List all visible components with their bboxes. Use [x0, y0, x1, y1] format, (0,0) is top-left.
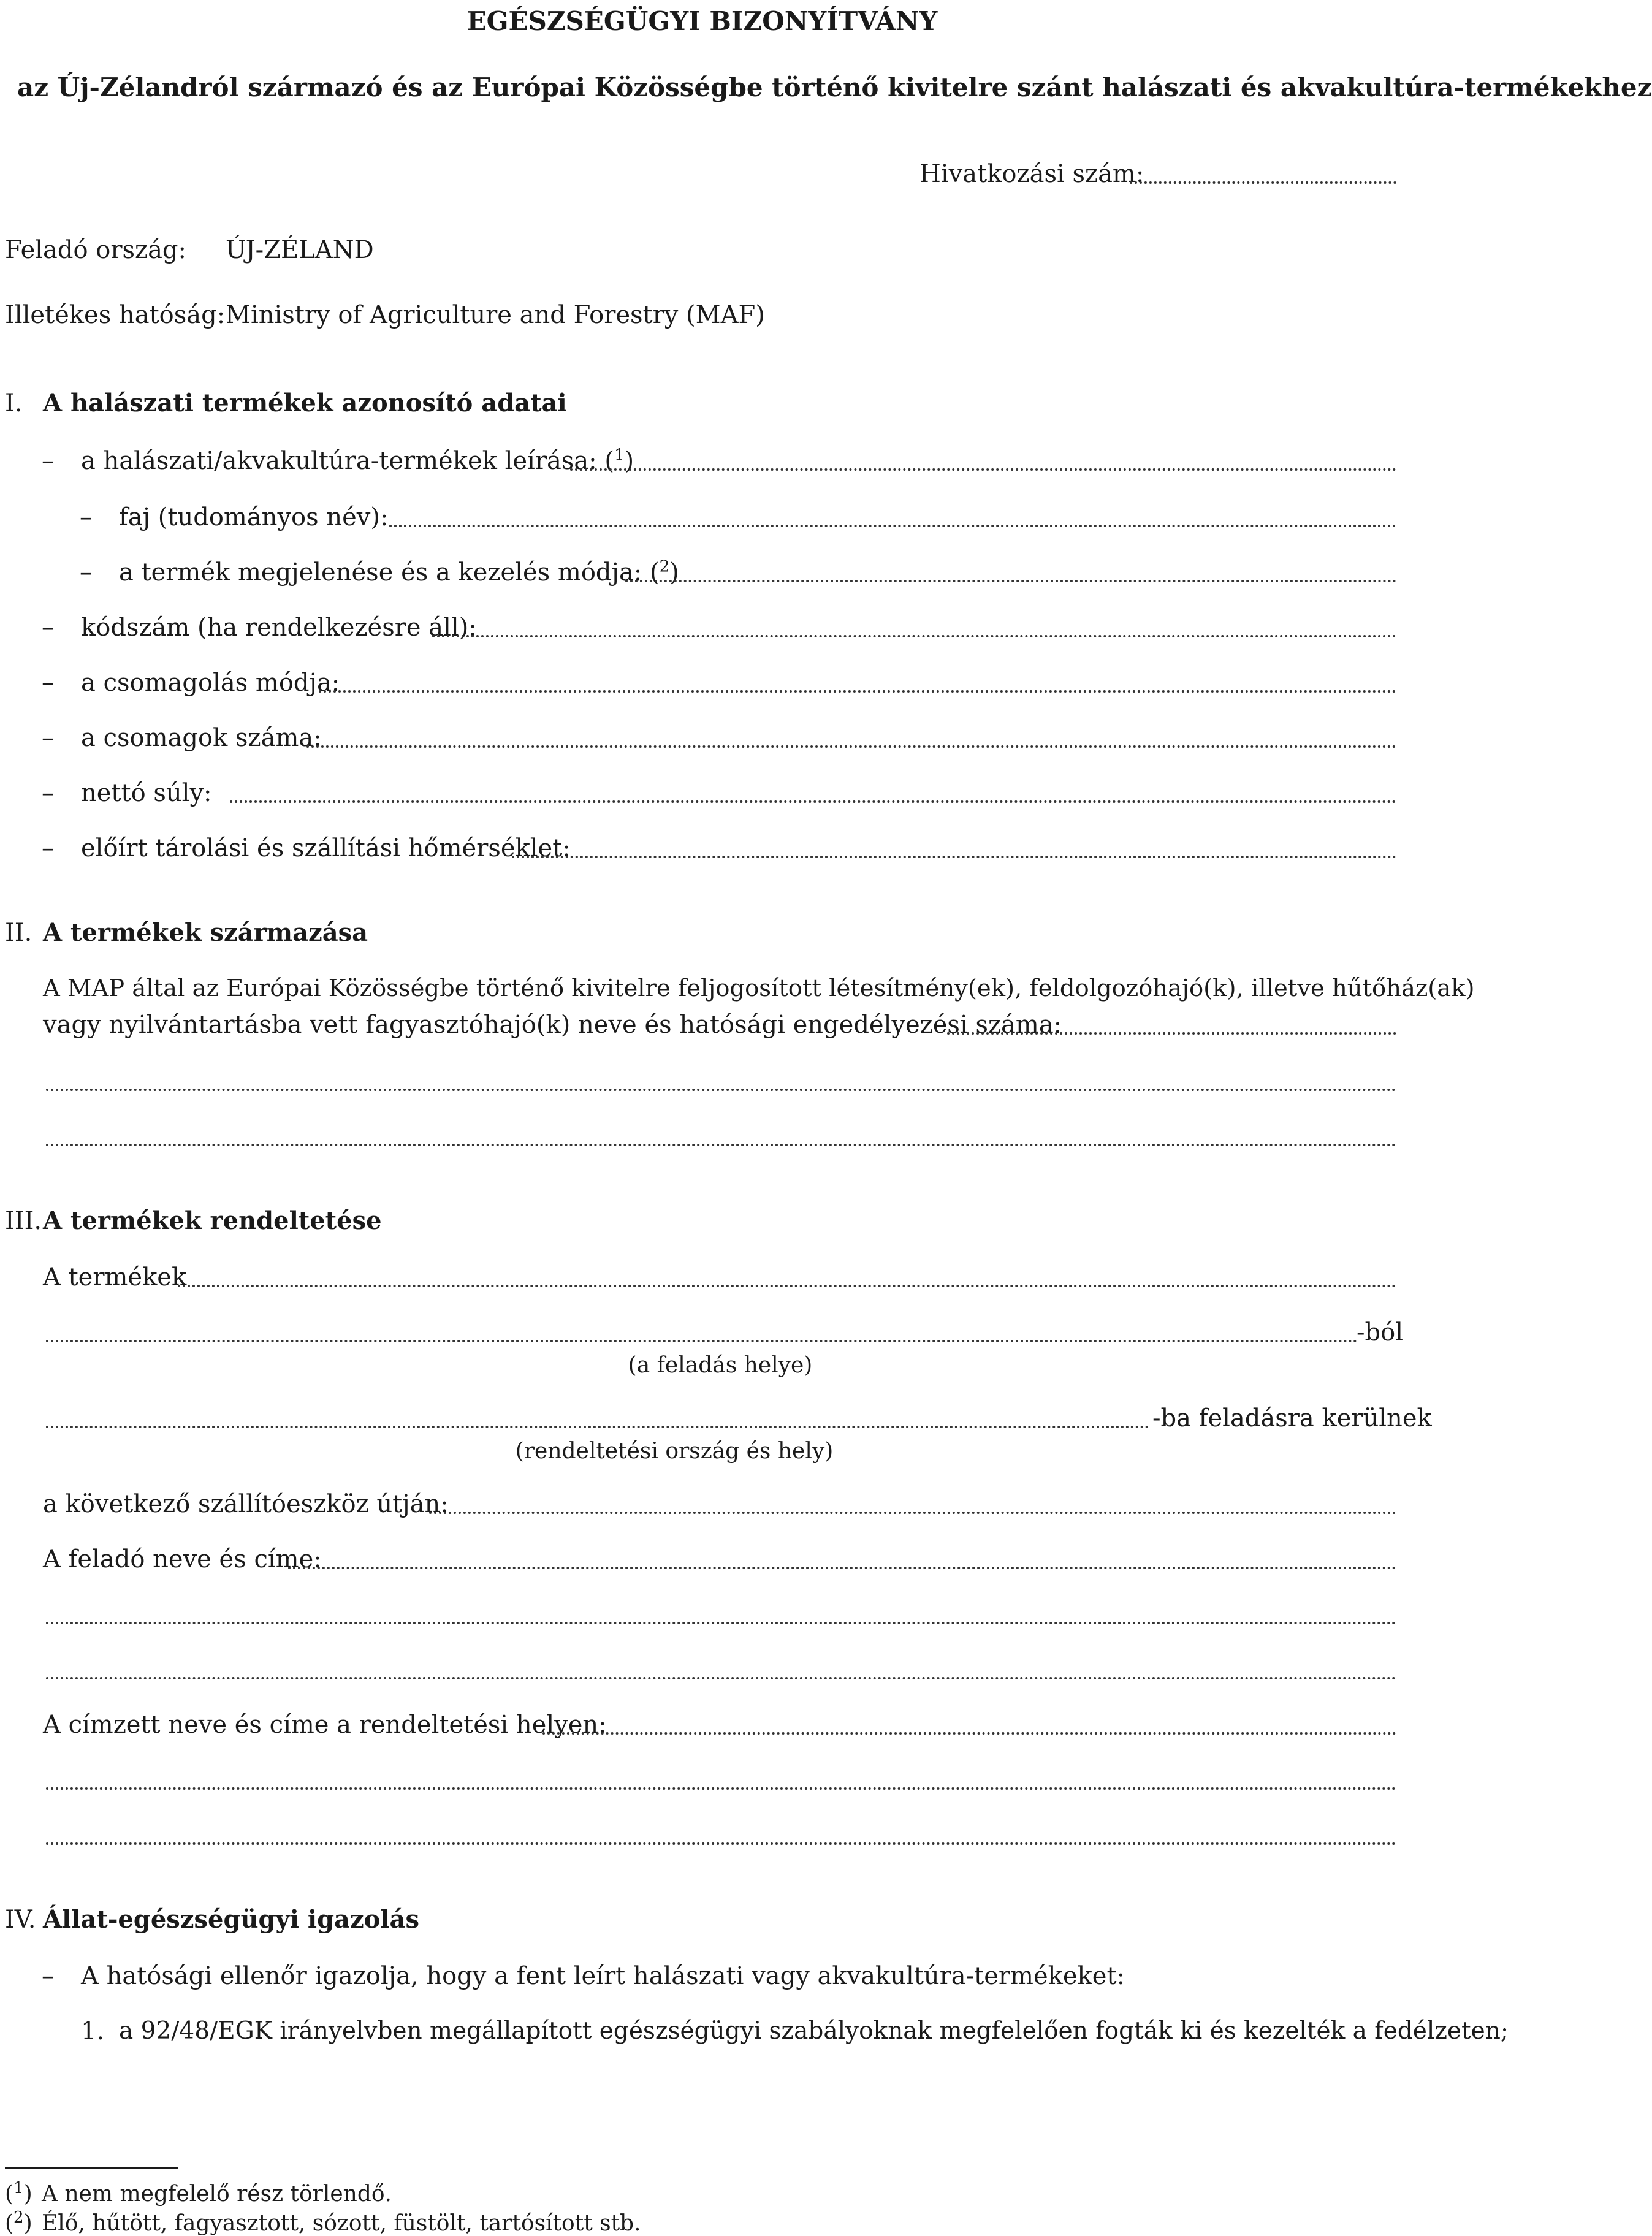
competent-authority-value: Ministry of Agriculture and Forestry (MAF) — [226, 301, 765, 329]
establishment-field[interactable] — [947, 1032, 1396, 1035]
products-label: A termékek — [43, 1263, 187, 1291]
document-subtitle: az Új-Zélandról származó és az Európai Közösségbe történő kivitelre szánt halászati és akvakultúra-termékekhez — [17, 72, 1652, 102]
product-description-field[interactable] — [570, 468, 1396, 471]
certification-intro: A hatósági ellenőr igazolja, hogy a fent leírt halászati vagy akvakultúra-termékeket: — [81, 1962, 1125, 1990]
species-field[interactable] — [389, 525, 1396, 527]
dash-bullet: – — [42, 724, 54, 752]
establishment-field-line-3[interactable] — [46, 1144, 1396, 1146]
section-2-number: II. — [5, 919, 32, 947]
transport-label: a következő szállítóeszköz útján: — [43, 1490, 449, 1518]
section-4-number: IV. — [5, 1906, 36, 1934]
net-weight-label: nettó súly: — [81, 779, 212, 807]
product-description-label: a halászati/akvakultúra-termékek leírása: ($^1$) — [81, 446, 634, 475]
reference-label: Hivatkozási szám: — [919, 160, 1144, 188]
dispatch-place-caption: (a feladás helye) — [628, 1353, 813, 1378]
dash-bullet: – — [42, 1962, 54, 1990]
dash-bullet: – — [80, 558, 92, 587]
recipient-label: A címzett neve és címe a rendeltetési helyen: — [43, 1711, 607, 1739]
section-3-title: A termékek rendeltetése — [43, 1206, 382, 1235]
code-field[interactable] — [432, 635, 1396, 637]
section-1-title: A halászati termékek azonosító adatai — [43, 389, 567, 417]
products-field[interactable] — [178, 1285, 1396, 1287]
dash-bullet: – — [42, 614, 54, 642]
sender-label: A feladó neve és címe: — [43, 1545, 322, 1573]
dash-bullet: – — [42, 779, 54, 807]
packaging-field[interactable] — [319, 690, 1396, 693]
section-3-number: III. — [5, 1207, 42, 1235]
net-weight-field[interactable] — [230, 800, 1396, 803]
dash-bullet: – — [42, 669, 54, 697]
species-label: faj (tudományos név): — [119, 503, 389, 531]
dash-bullet: – — [42, 834, 54, 862]
competent-authority-label: Illetékes hatóság: — [5, 301, 226, 329]
origin-text-line-1: A MAP által az Európai Közösségbe történő kivitelre feljogosított létesítmény(ek), feldolgozóhajó(k), illetve hűtőház(ak) — [43, 975, 1475, 1002]
packaging-label: a csomagolás módja: — [81, 669, 340, 697]
sender-field[interactable] — [288, 1567, 1396, 1569]
code-label: kódszám (ha rendelkezésre áll): — [81, 614, 477, 642]
item-1-text: a 92/48/EGK irányelvben megállapított egészségügyi szabályoknak megfelelően fogták ki és kezelték a fedélzeten; — [119, 2017, 1509, 2045]
footnote-1-marker: ($^1$) — [5, 2179, 32, 2207]
sender-country-label: Feladó ország: — [5, 236, 187, 264]
presentation-label: a termék megjelenése és a kezelés módja: ($^2$) — [119, 557, 679, 587]
recipient-field-line-3[interactable] — [46, 1842, 1396, 1845]
dispatch-place-suffix: -ból — [1357, 1318, 1403, 1347]
temperature-field[interactable] — [512, 856, 1396, 858]
sender-field-line-2[interactable] — [46, 1622, 1396, 1624]
destination-field[interactable] — [46, 1426, 1149, 1428]
presentation-field[interactable] — [625, 580, 1396, 582]
dispatch-place-field[interactable] — [46, 1340, 1358, 1342]
footnote-2-marker: ($^2$) — [5, 2208, 32, 2236]
temperature-label: előírt tárolási és szállítási hőmérséklet: — [81, 834, 571, 862]
document-title: EGÉSZSÉGÜGYI BIZONYÍTVÁNY — [466, 6, 938, 36]
reference-number-field[interactable] — [1130, 181, 1396, 184]
recipient-field[interactable] — [542, 1732, 1396, 1735]
section-2-title: A termékek származása — [43, 918, 368, 947]
item-1-number: 1. — [81, 2017, 105, 2045]
sender-field-line-3[interactable] — [46, 1677, 1396, 1679]
sender-country-value: ÚJ-ZÉLAND — [226, 236, 374, 264]
section-4-title: Állat-egészségügyi igazolás — [43, 1905, 419, 1934]
section-1-number: I. — [5, 389, 23, 417]
footnote-2: Élő, hűtött, fagyasztott, sózott, füstölt, tartósított stb. — [42, 2211, 641, 2236]
dash-bullet: – — [80, 503, 92, 531]
footnote-1: A nem megfelelő rész törlendő. — [42, 2181, 392, 2207]
establishment-field-line-2[interactable] — [46, 1089, 1396, 1091]
origin-text-line-2: vagy nyilvántartásba vett fagyasztóhajó(k) neve és hatósági engedélyezési száma: — [43, 1011, 1062, 1039]
packages-field[interactable] — [306, 745, 1396, 748]
recipient-field-line-2[interactable] — [46, 1787, 1396, 1790]
footnote-separator — [5, 2167, 178, 2169]
transport-field[interactable] — [429, 1512, 1396, 1514]
packages-label: a csomagok száma: — [81, 724, 322, 752]
destination-suffix: -ba feladásra kerülnek — [1152, 1404, 1432, 1432]
destination-caption: (rendeltetési ország és hely) — [515, 1439, 834, 1464]
dash-bullet: – — [42, 447, 54, 475]
